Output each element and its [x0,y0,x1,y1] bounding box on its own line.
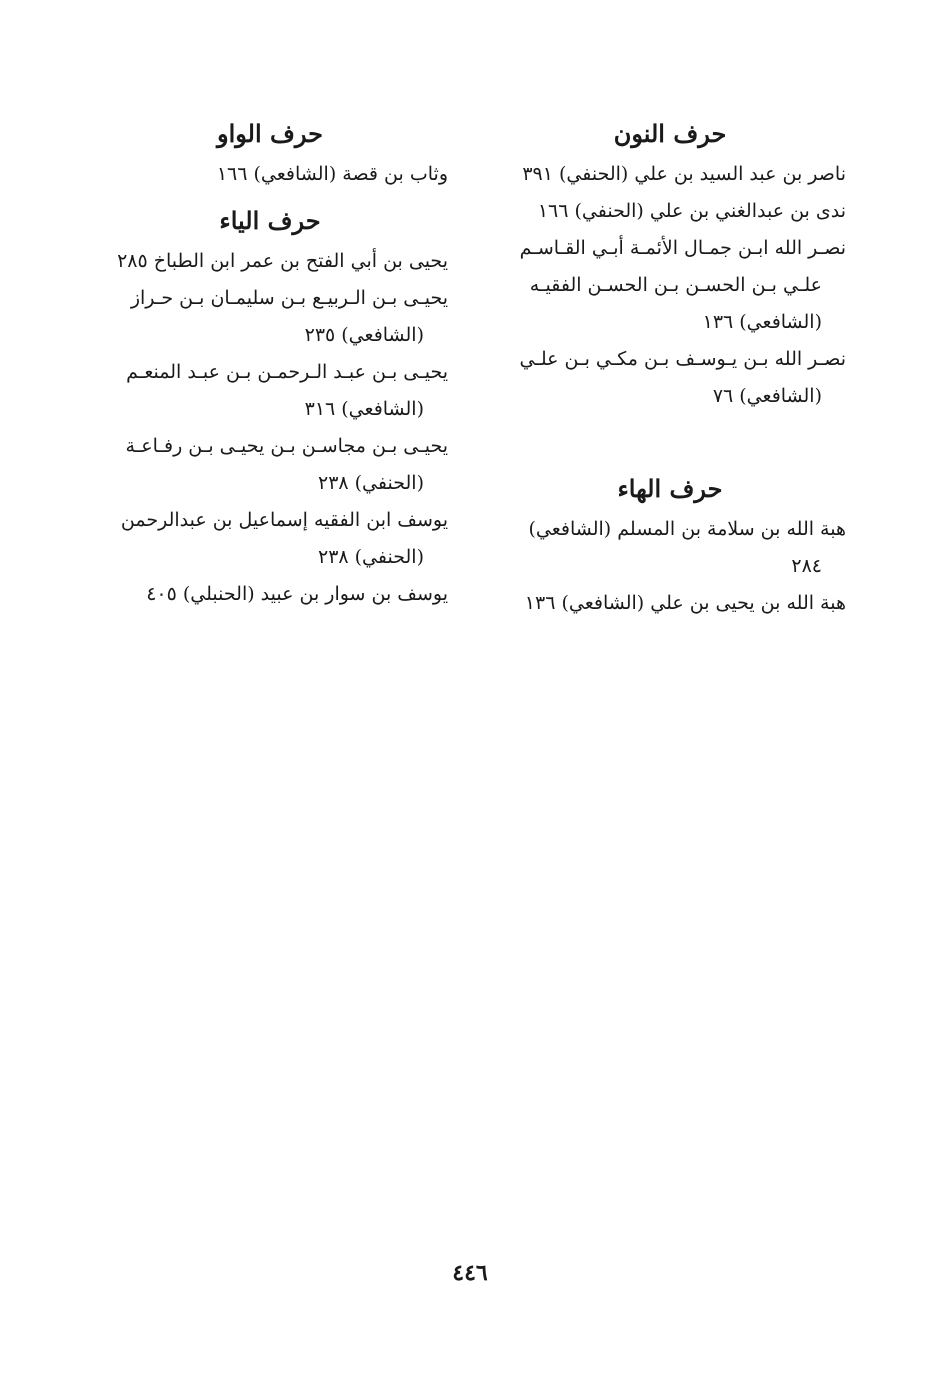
entry-ref: (الحنفي) ١٦٦ [537,200,644,222]
section-waw [92,112,448,193]
entry-ref: (الحنبلي) ٤٠٥ [146,583,255,605]
entry-name: نصـر الله ابـن جمـال الأئمـة أبـي القـاسـم [519,237,846,259]
entry-list [494,511,846,622]
list-item [494,230,846,341]
entry-ref: (الشافعي) ١٦٦ [216,163,337,185]
list-item [92,243,448,280]
entry-ref: (الحنفي) ٢٣٨ [317,546,424,568]
list-item [92,280,448,354]
entry-ref: (الشافعي) ٢٣٥ [304,324,424,346]
entry-list [494,156,846,415]
entry-name: يحيـى بـن الـربيـع بـن سليمـان بـن حـراز [130,287,448,309]
entry-name: هبة الله بن يحيى بن علي [644,592,846,614]
list-item [494,156,846,193]
entry-name: يحيـى بـن عبـد الـرحمـن بـن عبـد المنعـم [126,361,448,383]
section-heading: حرف الواو [217,119,323,148]
entry-continuation: علـي بـن الحسـن بـن الحسـن الفقيـه [529,274,822,296]
entry-name: يوسف بن سوار بن عبيد [254,583,448,605]
right-column [494,112,846,622]
entry-ref: (الحنفي) ٢٣٨ [317,472,424,494]
section-nun [494,112,846,415]
entry-list [92,243,448,613]
section-heading: حرف الياء [219,206,321,235]
list-item [494,193,846,230]
entry-ref: (الشافعي) ١٣٦ [524,592,645,614]
entry-name: ناصر بن عبد السيد بن علي [628,163,846,185]
entry-name: هبة الله بن سلامة بن المسلم (الشافعي) [528,518,846,540]
entry-name: يحيـى بـن مجاسـن بـن يحيـى بـن رفـاعـة [125,435,448,457]
page-number: ٤٤٦ [452,1260,488,1286]
entry-ref: (الشافعي) ٧٦ [712,385,822,407]
entry-name: يحيى بن أبي الفتح بن عمر ابن الطباخ [147,250,448,272]
entry-name: نصـر الله بـن يـوسـف بـن مكـي بـن علـي [519,348,846,370]
left-column [92,112,448,613]
list-item [92,576,448,613]
entry-ref: ٢٨٥ [117,250,148,272]
entry-ref: (الشافعي) ١٣٦ [702,311,822,333]
entry-list [92,156,448,193]
entry-name: ندى بن عبدالغني بن علي [643,200,846,222]
list-item [92,428,448,502]
list-item [494,511,846,585]
section-heading: حرف الهاء [617,474,723,503]
section-ya [92,199,448,613]
entry-ref: (الشافعي) ٣١٦ [304,398,424,420]
entry-name: وثاب بن قصة [336,163,448,185]
entry-ref: ٢٨٤ [791,555,822,577]
section-heading: حرف النون [613,119,727,148]
list-item [92,354,448,428]
list-item [494,341,846,415]
list-item [494,585,846,622]
list-item [92,156,448,193]
list-item [92,502,448,576]
entry-name: يوسف ابن الفقيه إسماعيل بن عبدالرحمن [120,509,448,531]
section-ha [494,467,846,622]
entry-ref: (الحنفي) ٣٩١ [522,163,629,185]
